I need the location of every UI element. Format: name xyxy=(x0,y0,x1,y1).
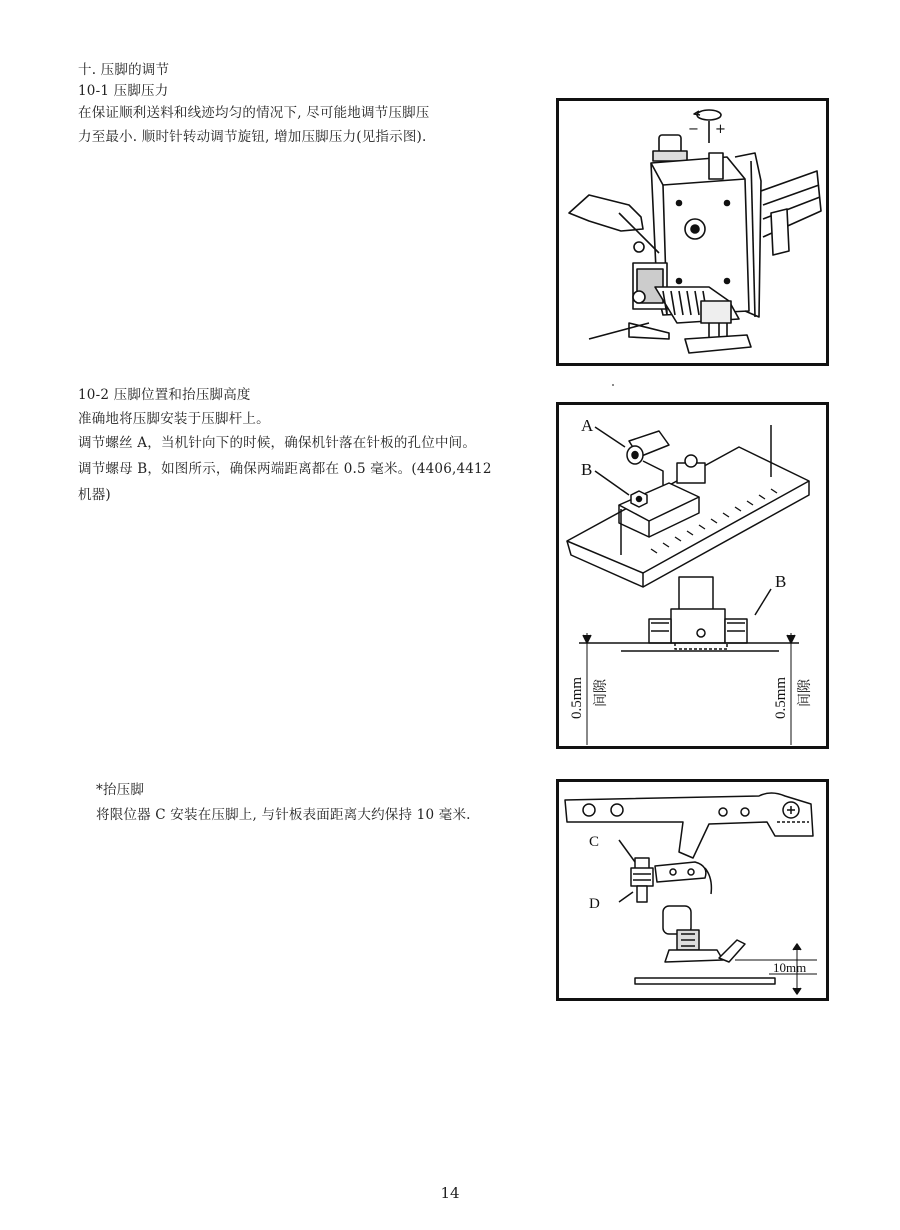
figure-presser-pressure xyxy=(556,98,829,366)
presser-lift-illustration xyxy=(559,782,826,998)
page-number: 14 xyxy=(440,1184,460,1202)
presser-foot-position-illustration xyxy=(559,405,826,746)
paragraph-line: 调节螺母 B，如图所示，确保两端距离都在 0.5 毫米。(4406,4412 xyxy=(78,461,492,477)
sewing-machine-head-illustration xyxy=(559,101,826,363)
paragraph-line: 准确地将压脚安装于压脚杆上。 xyxy=(78,411,270,427)
paragraph-line: 在保证顺利送料和线迹均匀的情况下, 尽可能地调节压脚压 xyxy=(78,105,430,121)
dimension-10mm: 10mm xyxy=(773,960,807,975)
section-title: 十. 压脚的调节 xyxy=(78,62,170,78)
gap-right-mm: 0.5mm xyxy=(773,676,789,719)
scan-speck xyxy=(612,384,614,386)
subsection-heading-10-2: 10-2 压脚位置和抬压脚高度 xyxy=(78,387,251,403)
figure-presser-lift xyxy=(556,779,829,1001)
paragraph-line: 力至最小. 顺时针转动调节旋钮, 增加压脚压力(见指示图). xyxy=(78,129,427,145)
plus-sign: + xyxy=(715,122,726,137)
minus-sign: − xyxy=(688,122,699,137)
paragraph-line: 调节螺丝 A，当机针向下的时候，确保机针落在针板的孔位中间。 xyxy=(78,435,477,451)
label-screw-a: A xyxy=(581,416,594,435)
gap-right-label: 间隙 xyxy=(798,679,813,707)
paragraph-line: 将限位器 C 安装在压脚上, 与针板表面距离大约保持 10 毫米. xyxy=(96,807,471,823)
label-nut-b-top: B xyxy=(581,460,593,479)
paragraph-line: 机器) xyxy=(78,487,111,503)
subsection-heading-lift: *抬压脚 xyxy=(96,782,145,798)
gap-left-mm: 0.5mm xyxy=(569,676,585,719)
label-nut-b-bottom: B xyxy=(775,572,787,591)
label-stopper-c: C xyxy=(589,834,600,850)
label-d: D xyxy=(589,896,600,912)
subsection-heading-10-1: 10-1 压脚压力 xyxy=(78,83,169,99)
gap-left-label: 间隙 xyxy=(594,679,609,707)
figure-presser-position xyxy=(556,402,829,749)
